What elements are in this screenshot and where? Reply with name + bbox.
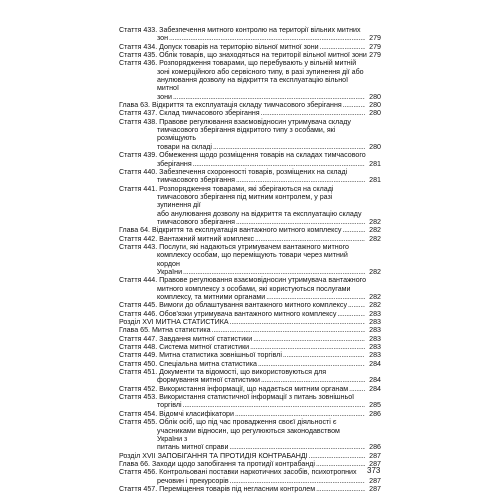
toc-entry — [119, 343, 381, 351]
toc-entry-title: Глава 66. Заходи щодо запобігання та протидії контрабанді — [119, 459, 315, 468]
toc-entry-continuation: учасниками відносин, що регулюються законодавством України з — [157, 426, 340, 443]
toc-entry-title: Стаття 443. Послуги, які надаються утримувачем вантажного митного — [119, 242, 349, 251]
toc-entry-continuation: зони — [157, 92, 172, 101]
toc-entry — [119, 101, 381, 109]
table-of-contents — [119, 26, 381, 493]
dot-leader — [316, 485, 365, 493]
toc-entry — [119, 368, 381, 385]
toc-page-ref: 280 — [369, 142, 381, 151]
dot-leader — [236, 176, 365, 184]
toc-entry-title: Стаття 449. Митна статистика зовнішньої торгівлі — [119, 351, 282, 360]
dot-leader — [169, 34, 365, 42]
toc-entry-continuation: тимчасового зберігання відкритого типу з особами, які розміщують — [157, 126, 336, 143]
dot-leader — [229, 443, 365, 451]
dot-leader — [283, 351, 365, 359]
toc-entry — [119, 59, 381, 101]
toc-entry — [119, 468, 381, 485]
toc-entry-continuation: тимчасового зберігання — [157, 176, 235, 185]
toc-entry — [119, 452, 381, 460]
dot-leader — [348, 301, 365, 309]
toc-entry-continuation: комплексу особам, що переміщують товари через митний кордон — [157, 251, 348, 268]
toc-entry-title: Стаття 453. Використання статистичної інформації з питань зовнішньої — [119, 393, 355, 402]
toc-page-ref: 282 — [369, 217, 381, 226]
dot-leader — [212, 326, 365, 334]
dot-leader — [230, 477, 365, 485]
toc-entry-continuation: питань митної справи — [157, 443, 229, 452]
toc-page-ref: 280 — [369, 101, 381, 110]
dot-leader — [183, 268, 365, 276]
toc-entry-continuation: анулювання дозволу на відкриття та експлуатацію вільної митної — [157, 76, 349, 93]
toc-page-ref: 282 — [369, 234, 381, 243]
toc-page-ref: 283 — [369, 326, 381, 335]
toc-entry — [119, 460, 381, 468]
toc-entry-continuation: України — [157, 267, 183, 276]
dot-leader — [337, 310, 365, 318]
toc-entry — [119, 393, 381, 410]
toc-entry-continuation: формування митної статистики — [157, 376, 260, 385]
toc-entry-title: Стаття 450. Спеціальна митна статистика — [119, 359, 257, 368]
toc-entry-title: Стаття 444. Правове регулювання взаємовідносин утримувача вантажного — [119, 276, 367, 285]
page-number: 373 — [367, 466, 381, 475]
toc-page-ref: 282 — [369, 301, 381, 310]
toc-entry-title: Стаття 454. Відомчі класифікатори — [119, 409, 234, 418]
toc-entry-title: Стаття 455. Облік осіб, що під час провадження своєї діяльності є — [119, 418, 337, 427]
toc-page-ref: 286 — [369, 443, 381, 452]
toc-entry-continuation: тимчасового зберігання під митним контролем, у разі зупинення дії — [157, 192, 333, 210]
toc-entry-title: Розділ XVII ЗАПОБІГАННЯ ТА ПРОТИДІЯ КОНТРАБАНДІ — [119, 451, 308, 460]
toc-entry-continuation: зберігання — [157, 159, 192, 168]
toc-entry — [119, 109, 381, 117]
toc-page-ref: 283 — [369, 334, 381, 343]
toc-entry-title: Стаття 456. Контрольовані поставки наркотичних засобів, психотропних — [119, 468, 357, 477]
dot-leader — [342, 226, 365, 234]
dot-leader — [309, 452, 365, 460]
toc-page-ref: 282 — [369, 267, 381, 276]
toc-entry — [119, 243, 381, 276]
dot-leader — [173, 93, 365, 101]
dot-leader — [320, 43, 365, 51]
toc-page-ref: 285 — [369, 401, 381, 410]
toc-page-ref: 281 — [369, 159, 381, 168]
toc-page-ref: 287 — [369, 484, 381, 493]
toc-entry-title: Стаття 440. Забезпечення схоронності товарів, розміщених на складі — [119, 167, 348, 176]
toc-page-ref: 284 — [369, 359, 381, 368]
dot-leader — [255, 235, 365, 243]
toc-page-ref: 283 — [369, 318, 381, 327]
toc-page-ref: 284 — [369, 376, 381, 385]
toc-entry — [119, 410, 381, 418]
toc-entry-title: Глава 63. Відкриття та експлуатація складу тимчасового зберігання — [119, 101, 342, 110]
dot-leader — [316, 460, 365, 468]
toc-entry — [119, 26, 381, 43]
toc-page-ref: 287 — [369, 451, 381, 460]
dot-leader — [261, 376, 365, 384]
toc-page-ref: 283 — [369, 309, 381, 318]
toc-entry-continuation: речовин і прекурсорів — [157, 476, 229, 485]
toc-entry — [119, 301, 381, 309]
toc-entry-title: Глава 65. Митна статистика — [119, 326, 211, 335]
toc-entry-continuation: тимчасового зберігання — [157, 217, 235, 226]
toc-page-ref: 282 — [369, 226, 381, 235]
toc-entry-title: Стаття 445. Вимоги до облаштування вантажного митного комплексу — [119, 301, 348, 310]
dot-leader — [183, 401, 365, 409]
toc-entry — [119, 318, 381, 326]
dot-leader — [349, 385, 365, 393]
toc-entry — [119, 360, 381, 368]
toc-entry — [119, 226, 381, 234]
toc-page-ref: 286 — [369, 409, 381, 418]
toc-page-ref: 281 — [369, 176, 381, 185]
dot-leader — [193, 160, 365, 168]
toc-entry-continuation: комплексу, та митними органами — [157, 293, 266, 301]
toc-entry — [119, 235, 381, 243]
toc-entry-title: Стаття 435. Облік товарів, що знаходяться на території вільної митної зони — [119, 51, 367, 60]
toc-entry — [119, 418, 381, 451]
toc-entry — [119, 151, 381, 168]
toc-entry-title: Стаття 447. Завдання митної статистики — [119, 334, 253, 343]
dot-leader — [253, 335, 365, 343]
toc-entry — [119, 335, 381, 343]
toc-entry — [119, 326, 381, 334]
toc-page-ref: 282 — [369, 293, 381, 301]
toc-page-ref: 279 — [369, 34, 381, 43]
toc-entry-title: Стаття 442. Вантажний митний комплекс — [119, 234, 254, 243]
toc-entry-title: Стаття 448. Система митної статистики — [119, 343, 250, 352]
toc-entry — [119, 43, 381, 51]
toc-entry-title: Стаття 434. Допуск товарів на територію вільної митної зони — [119, 42, 319, 51]
toc-page-ref: 287 — [369, 476, 381, 485]
dot-leader — [250, 343, 365, 351]
dot-leader — [343, 101, 365, 109]
toc-page-ref: 280 — [369, 109, 381, 118]
toc-entry-continuation: торгівлі — [157, 401, 182, 410]
toc-page-ref: 283 — [369, 343, 381, 352]
toc-entry-title: Стаття 451. Документи та відомості, що використовуються для — [119, 368, 327, 377]
toc-entry-title: Стаття 439. Обмеження щодо розміщення товарів на складах тимчасового — [119, 151, 366, 160]
toc-entry — [119, 51, 381, 59]
dot-leader — [261, 109, 365, 117]
toc-page-ref: 279 — [369, 42, 381, 51]
toc-entry-continuation: зон — [157, 34, 169, 43]
toc-entry — [119, 168, 381, 185]
toc-entry — [119, 276, 381, 301]
toc-entry-continuation: або анулювання дозволу на відкриття та експлуатацію складу — [157, 209, 362, 218]
toc-entry-continuation: товари на складі — [157, 142, 212, 151]
toc-entry-title: Розділ XVI МИТНА СТАТИСТИКА — [119, 318, 229, 327]
toc-entry-title: Стаття 436. Розпорядження товарами, що перебувають у вільній митній — [119, 59, 357, 68]
toc-entry-continuation: зоні комерційного або сервісного типу, в разі зупинення дії або — [157, 67, 364, 76]
toc-entry — [119, 310, 381, 318]
dot-leader — [213, 143, 365, 151]
toc-entry — [119, 185, 381, 227]
toc-page-ref: 283 — [369, 351, 381, 360]
toc-entry-title: Стаття 441. Розпорядження товарами, які зберігаються на складі — [119, 184, 334, 193]
toc-entry-title: Стаття 446. Обов'язки утримувача вантажного митного комплексу — [119, 309, 337, 318]
toc-entry-continuation: митного комплексу з особами, які користуються послугами — [157, 284, 351, 293]
toc-entry-title: Стаття 452. Використання інформації, що надається митним органам — [119, 384, 349, 393]
toc-entry — [119, 385, 381, 393]
toc-entry-title: Стаття 437. Склад тимчасового зберігання — [119, 109, 260, 118]
toc-entry — [119, 485, 381, 493]
dot-leader — [230, 318, 365, 326]
toc-entry — [119, 351, 381, 359]
dot-leader — [235, 410, 365, 418]
toc-entry-title: Стаття 433. Забезпечення митного контролю на території вільних митних — [119, 26, 361, 34]
dot-leader — [266, 293, 365, 301]
toc-page-ref: 287 — [369, 459, 381, 468]
toc-page-ref: 279 — [369, 51, 381, 60]
toc-page-ref: 284 — [369, 384, 381, 393]
dot-leader — [258, 360, 365, 368]
toc-entry-title: Глава 64. Відкриття та експлуатація вантажного митного комплексу — [119, 226, 342, 235]
toc-entry-title: Стаття 438. Правове регулювання взаємовідносин утримувача складу — [119, 117, 351, 126]
toc-page-ref: 280 — [369, 92, 381, 101]
dot-leader — [236, 218, 365, 226]
toc-entry — [119, 118, 381, 151]
toc-entry-title: Стаття 457. Переміщення товарів під негласним контролем — [119, 484, 316, 493]
